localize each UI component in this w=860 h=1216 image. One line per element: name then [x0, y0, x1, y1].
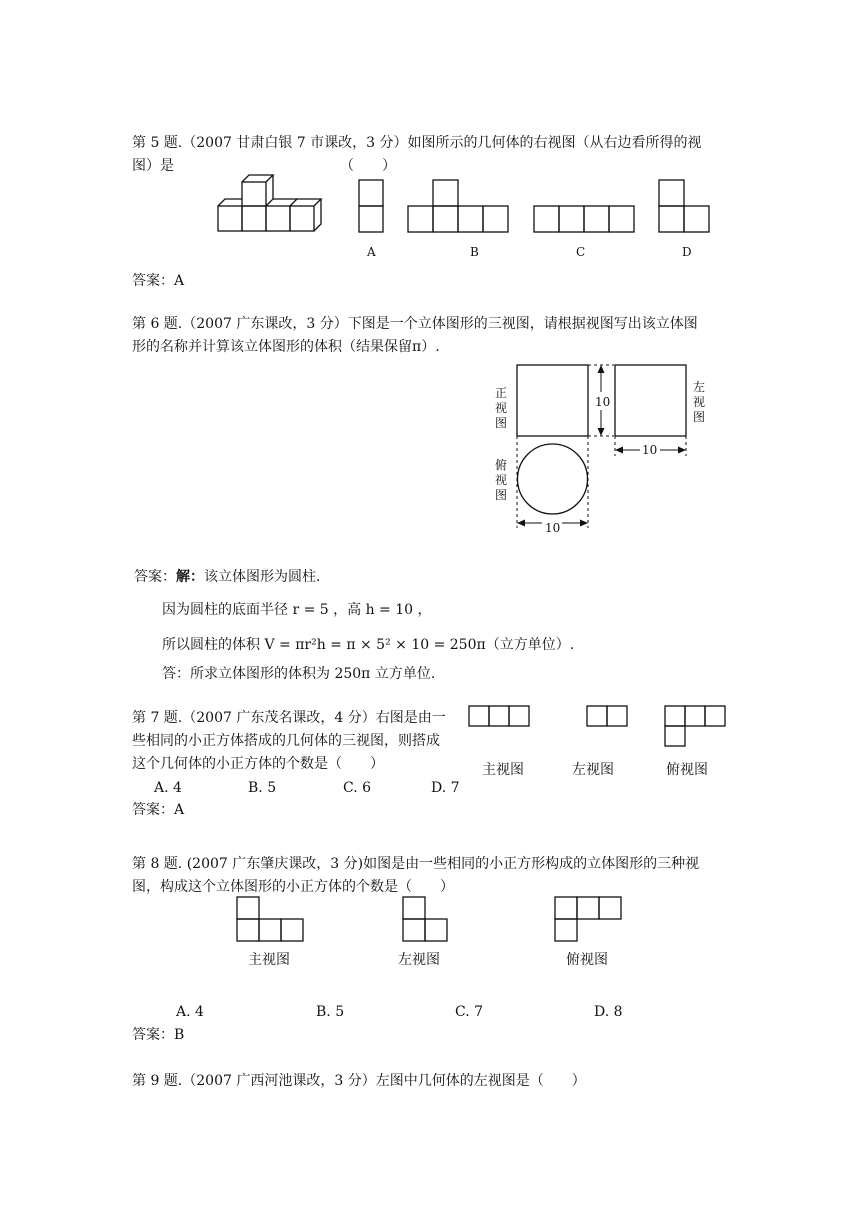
q7-text-line1: 第 7 题.（2007 广东茂名课改，4 分）右图是由一 — [132, 710, 446, 726]
q6-solution-line3: 答：所求立体图形的体积为 250π 立方单位. — [162, 666, 436, 682]
q6-text-line1: 第 6 题.（2007 广东课改，3 分）下图是一个立体图形的三视图，请根据视图写出该立体图 — [132, 316, 698, 332]
q9-text-line1: 第 9 题.（2007 广西河池课改，3 分）左图中几何体的左视图是（ ） — [132, 1073, 586, 1089]
q5-solid-figure — [214, 172, 329, 236]
q6-text-line2: 形的名称并计算该立体图形的体积（结果保留π）. — [132, 339, 440, 355]
q5-text-line2: 图）是 — [132, 158, 174, 174]
q7-left-view-figure — [586, 705, 628, 727]
q7-text-line3: 这个几何体的小正方体的个数是（ ） — [132, 756, 384, 772]
q5-option-a-label: A — [367, 245, 376, 259]
q5-option-b-label: B — [470, 245, 479, 259]
q5-option-d-label: D — [682, 245, 692, 259]
q6-top-view-label: 俯视图 — [495, 458, 508, 502]
q5-option-c-label: C — [576, 245, 586, 259]
q6-left-view-label: 左视图 — [693, 380, 706, 424]
q8-top-view-figure — [554, 896, 624, 942]
q8-option-c: C. 7 — [455, 1004, 484, 1020]
q5-option-a-figure — [358, 179, 384, 233]
q6-solution-line2: 所以圆柱的体积 V = πr²h = π × 5² × 10 = 250π（立方单位）. — [162, 637, 575, 653]
q7-main-view-figure — [468, 705, 530, 727]
q6-three-view-figure — [490, 360, 715, 540]
q8-top-view-label: 俯视图 — [566, 952, 608, 968]
q7-main-view-label: 主视图 — [482, 762, 524, 778]
q7-option-d: D. 7 — [431, 780, 460, 796]
q8-main-view-figure — [236, 896, 306, 942]
q8-text-line2: 图，构成这个立体图形的小正方体的个数是（ ） — [132, 879, 454, 895]
q7-option-a: A. 4 — [154, 780, 182, 796]
q8-main-view-label: 主视图 — [248, 952, 290, 968]
q8-option-a: A. 4 — [176, 1004, 204, 1020]
q8-left-view-label: 左视图 — [398, 952, 440, 968]
q5-option-d-figure — [658, 179, 712, 233]
q5-answer: 答案：A — [132, 273, 185, 289]
q8-answer: 答案：B — [132, 1027, 185, 1043]
q7-option-b: B. 5 — [248, 780, 277, 796]
q6-width-dimension: 10 — [642, 443, 658, 457]
q6-answer — [134, 570, 320, 584]
q5-option-b-figure — [407, 179, 511, 233]
q7-top-view-figure — [664, 705, 726, 747]
q8-left-view-figure — [402, 896, 450, 942]
q6-diameter-dimension: 10 — [545, 521, 561, 535]
q7-left-view-label: 左视图 — [572, 762, 614, 778]
q8-option-d: D. 8 — [594, 1004, 623, 1020]
q6-answer-prefix: 答案： — [134, 569, 176, 585]
q5-answer-paren: （ ） — [340, 158, 396, 174]
q6-height-dimension: 10 — [595, 395, 611, 409]
q7-text-line2: 些相同的小正方体搭成的几何体的三视图，则搭成 — [132, 733, 440, 749]
q6-answer-text: 该立体图形为圆柱. — [204, 569, 321, 585]
q8-option-b: B. 5 — [316, 1004, 345, 1020]
q7-answer: 答案：A — [132, 802, 185, 818]
q6-solution-line1: 因为圆柱的底面半径 r = 5 ，高 h = 10 ， — [162, 602, 432, 618]
q7-top-view-label: 俯视图 — [666, 762, 708, 778]
q8-text-line1: 第 8 题. (2007 广东肇庆课改，3 分)如图是由一些相同的小正方形构成的立体图形的三种视 — [132, 856, 700, 872]
q5-text-line1: 第 5 题.（2007 甘肃白银 7 市课改，3 分）如图所示的几何体的右视图（从右边看所得的视 — [132, 135, 702, 151]
q6-front-view-label: 正视图 — [495, 386, 508, 430]
q7-option-c: C. 6 — [343, 780, 372, 796]
q6-answer-solution-tag: 解： — [176, 569, 204, 585]
q5-option-c-figure — [533, 205, 637, 233]
